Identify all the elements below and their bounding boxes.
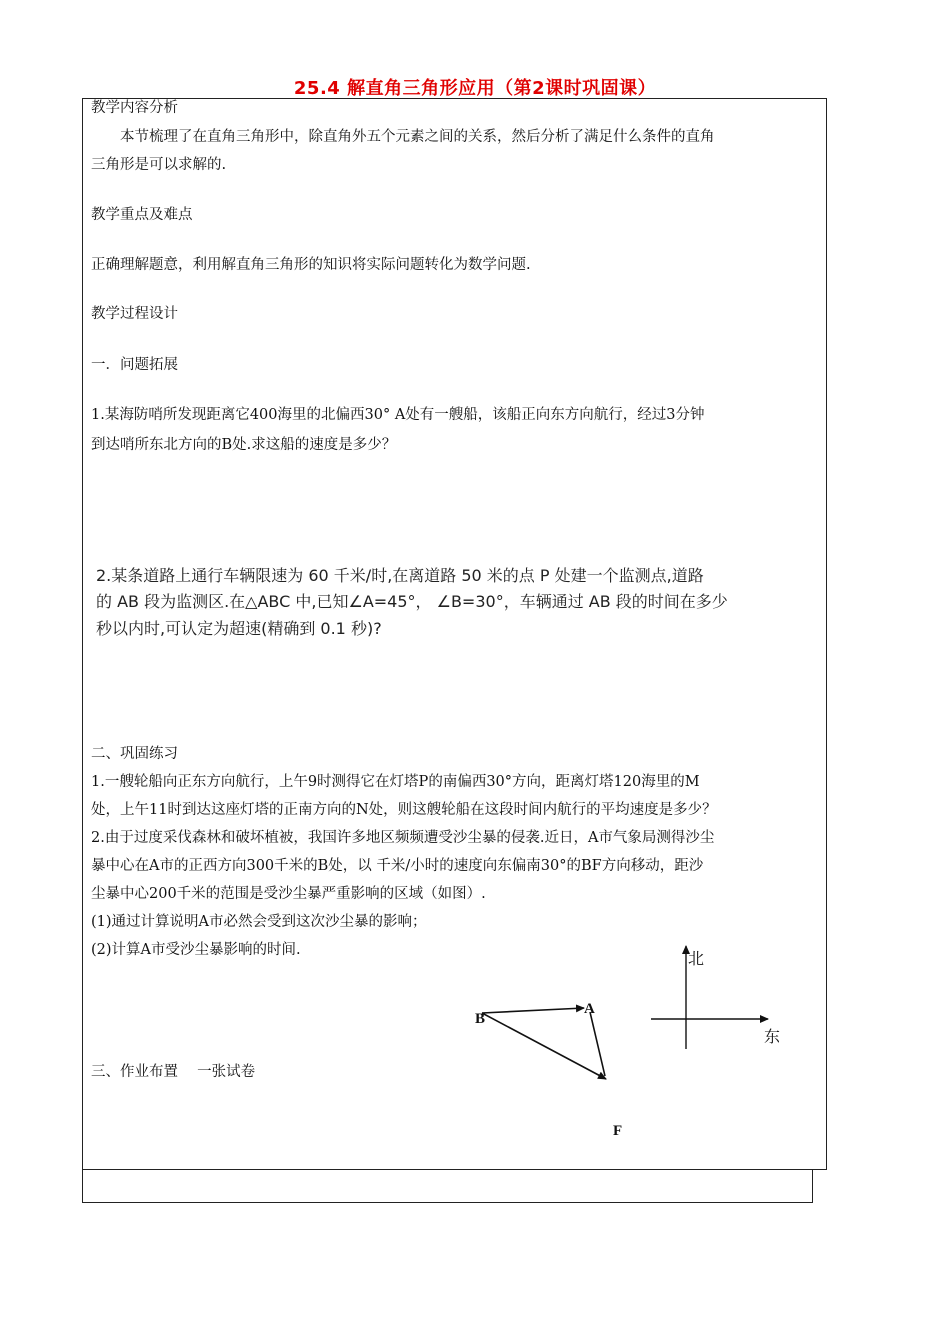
exercise2-line-1: 2.由于过度采伐森林和破坏植被，我国许多地区频频遭受沙尘暴的侵袭.近日，A市气象局测得沙尘	[91, 830, 715, 846]
label-north: 北	[688, 949, 705, 968]
question2-line-3: 秒以内时,可认定为超速(精确到 0.1 秒)?	[96, 619, 382, 638]
exercise2-question-2: (2)计算A市受沙尘暴影响的时间.	[91, 942, 301, 958]
exercise2-question-1: (1)通过计算说明A市必然会受到这次沙尘暴的影响；	[91, 914, 427, 930]
question2-line-2: 的 AB 段为监测区.在△ABC 中,已知∠A=45°， ∠B=30°，车辆通过 AB 段的时间在多少	[96, 592, 728, 611]
part3-heading: 三、作业布置 一张试卷	[91, 1064, 256, 1080]
content-line-1: 本节梳理了在直角三角形中，除直角外五个元素之间的关系，然后分析了满足什么条件的直角	[120, 129, 715, 145]
label-f: F	[613, 1123, 623, 1139]
part1-heading: 一．问题拓展	[91, 357, 178, 373]
part2-heading: 二、巩固练习	[91, 746, 178, 762]
af-line	[590, 1012, 605, 1076]
content-heading: 教学内容分析	[91, 100, 178, 116]
ba-arrow	[482, 1008, 584, 1013]
exercise2-line-2: 暴中心在A市的正西方向300千米的B处，以 千米/小时的速度向东偏南30°的BF方向移动，距沙	[91, 858, 704, 874]
question1-line-2: 到达哨所东北方向的B处.求这船的速度是多少？	[91, 437, 397, 453]
question2-line-1: 2.某条道路上通行车辆限速为 60 千米/时,在离道路 50 米的点 P 处建一个监测点,道路	[96, 566, 704, 585]
label-a: A	[584, 1001, 595, 1017]
exercise1-line-2: 处，上午11时到达这座灯塔的正南方向的N处，则这艘轮船在这段时间内航行的平均速度是多少？	[91, 802, 717, 818]
label-east: 东	[764, 1027, 781, 1046]
exercise1-line-1: 1.一艘轮船向正东方向航行，上午9时测得它在灯塔P的南偏西30°方向，距离灯塔120海里的M	[91, 774, 700, 790]
process-heading: 教学过程设计	[91, 306, 178, 322]
content-line-2: 三角形是可以求解的.	[91, 157, 227, 173]
label-b: B	[475, 1011, 486, 1027]
page-title: 25.4 解直角三角形应用（第2课时巩固课）	[293, 78, 657, 99]
key-heading: 教学重点及难点	[91, 207, 193, 223]
question1-line-1: 1.某海防哨所发现距离它400海里的北偏西30° A处有一艘船，该船正向东方向航行，经过3分钟	[91, 407, 705, 423]
key-text: 正确理解题意，利用解直角三角形的知识将实际问题转化为数学问题.	[91, 257, 531, 273]
bf-arrow	[482, 1013, 606, 1079]
exercise2-line-3: 尘暴中心200千米的范围是受沙尘暴严重影响的区域（如图）.	[91, 886, 486, 902]
